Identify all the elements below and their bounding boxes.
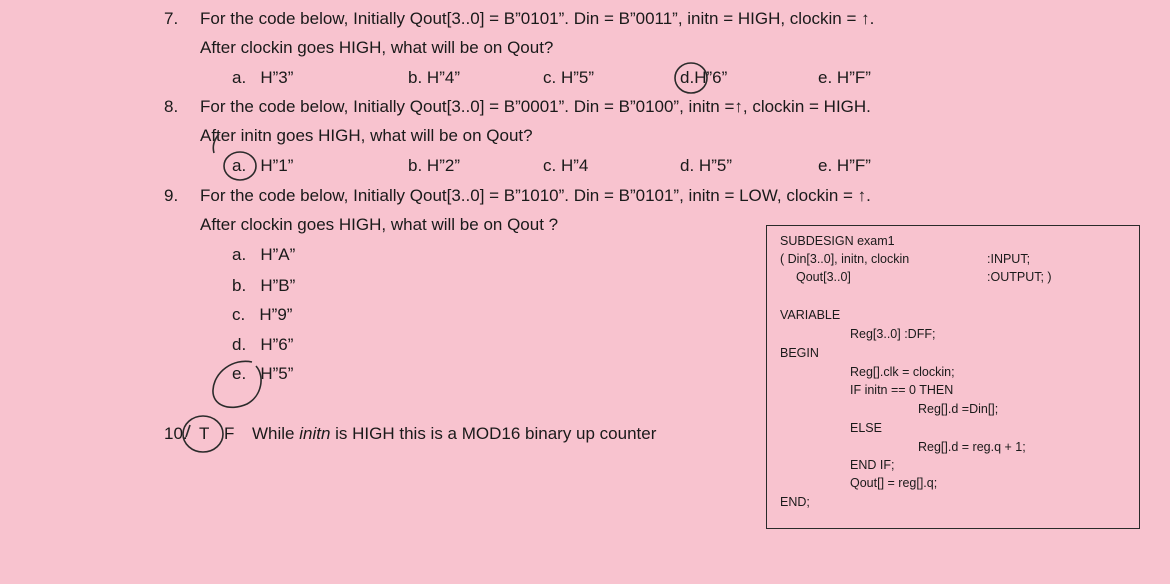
q7-choice-b: b. H”4” bbox=[408, 68, 460, 87]
q9-choice-c: c. H”9” bbox=[232, 305, 293, 324]
q7-choice-a: a. H”3” bbox=[232, 68, 294, 87]
code-line-qout: Qout[] = reg[].q; bbox=[850, 476, 938, 490]
code-line-increment: Reg[].d = reg.q + 1; bbox=[918, 440, 1026, 454]
q9-line2: After clockin goes HIGH, what will be on Qout ? bbox=[200, 215, 559, 234]
code-line-if: IF initn == 0 THEN bbox=[850, 383, 954, 397]
q7-choice-e: e. H”F” bbox=[818, 68, 871, 87]
q9-choice-d: d. H”6” bbox=[232, 335, 294, 354]
q8-choice-e: e. H”F” bbox=[818, 156, 871, 175]
code-line-else: ELSE bbox=[850, 421, 882, 435]
code-line-input-type: :INPUT; bbox=[987, 252, 1031, 266]
q7-choice-d: d.H”6” bbox=[680, 68, 728, 87]
q7-line1: For the code below, Initially Qout[3..0] = B”0101”. Din = B”0011”, initn = HIGH, clockin = ↑. bbox=[200, 9, 875, 28]
q7-choice-c: c. H”5” bbox=[543, 68, 595, 87]
q8-line2: After initn goes HIGH, what will be on Qout? bbox=[200, 126, 533, 145]
q8-number: 8. bbox=[164, 97, 179, 116]
q8-line1: For the code below, Initially Qout[3..0] = B”0001”. Din = B”0100”, initn =↑, clockin = HIGH. bbox=[200, 97, 871, 116]
code-line-clk: Reg[].clk = clockin; bbox=[850, 365, 955, 379]
code-line-reg-decl: Reg[3..0] :DFF; bbox=[850, 327, 936, 341]
q8-choice-b: b. H”2” bbox=[408, 156, 460, 175]
q9-choice-e: e. H”5” bbox=[232, 364, 294, 383]
q9-line1: For the code below, Initially Qout[3..0] = B”1010”. Din = B”0101”, initn = LOW, clockin = ↑. bbox=[200, 186, 871, 205]
q10-true-label: T bbox=[199, 424, 210, 443]
q9-choice-b: b. H”B” bbox=[232, 276, 296, 295]
q8-choice-a: a. H”1” bbox=[232, 156, 294, 175]
q9-choice-a: a. H”A” bbox=[232, 245, 296, 264]
code-line-output-type: :OUTPUT; ) bbox=[987, 270, 1052, 284]
code-line-begin: BEGIN bbox=[780, 346, 819, 360]
q10-false-label: F bbox=[224, 424, 235, 443]
q7-number: 7. bbox=[164, 9, 179, 28]
code-line-variable: VARIABLE bbox=[780, 308, 841, 322]
q8-choice-d: d. H”5” bbox=[680, 156, 732, 175]
code-line-outputs: Qout[3..0] bbox=[796, 270, 851, 284]
code-line-end: END; bbox=[780, 495, 810, 509]
q7-line2: After clockin goes HIGH, what will be on Qout? bbox=[200, 38, 554, 57]
code-line-inputs: ( Din[3..0], initn, clockin bbox=[780, 252, 910, 266]
q10-number: 10. bbox=[164, 424, 188, 443]
code-line-endif: END IF; bbox=[850, 458, 895, 472]
q8-choice-c: c. H”4 bbox=[543, 156, 589, 175]
q10-statement: While initn is HIGH this is a MOD16 binary up counter bbox=[252, 424, 657, 443]
code-line-load: Reg[].d =Din[]; bbox=[918, 402, 999, 416]
q9-number: 9. bbox=[164, 186, 179, 205]
code-line-subdesign: SUBDESIGN exam1 bbox=[780, 234, 895, 248]
